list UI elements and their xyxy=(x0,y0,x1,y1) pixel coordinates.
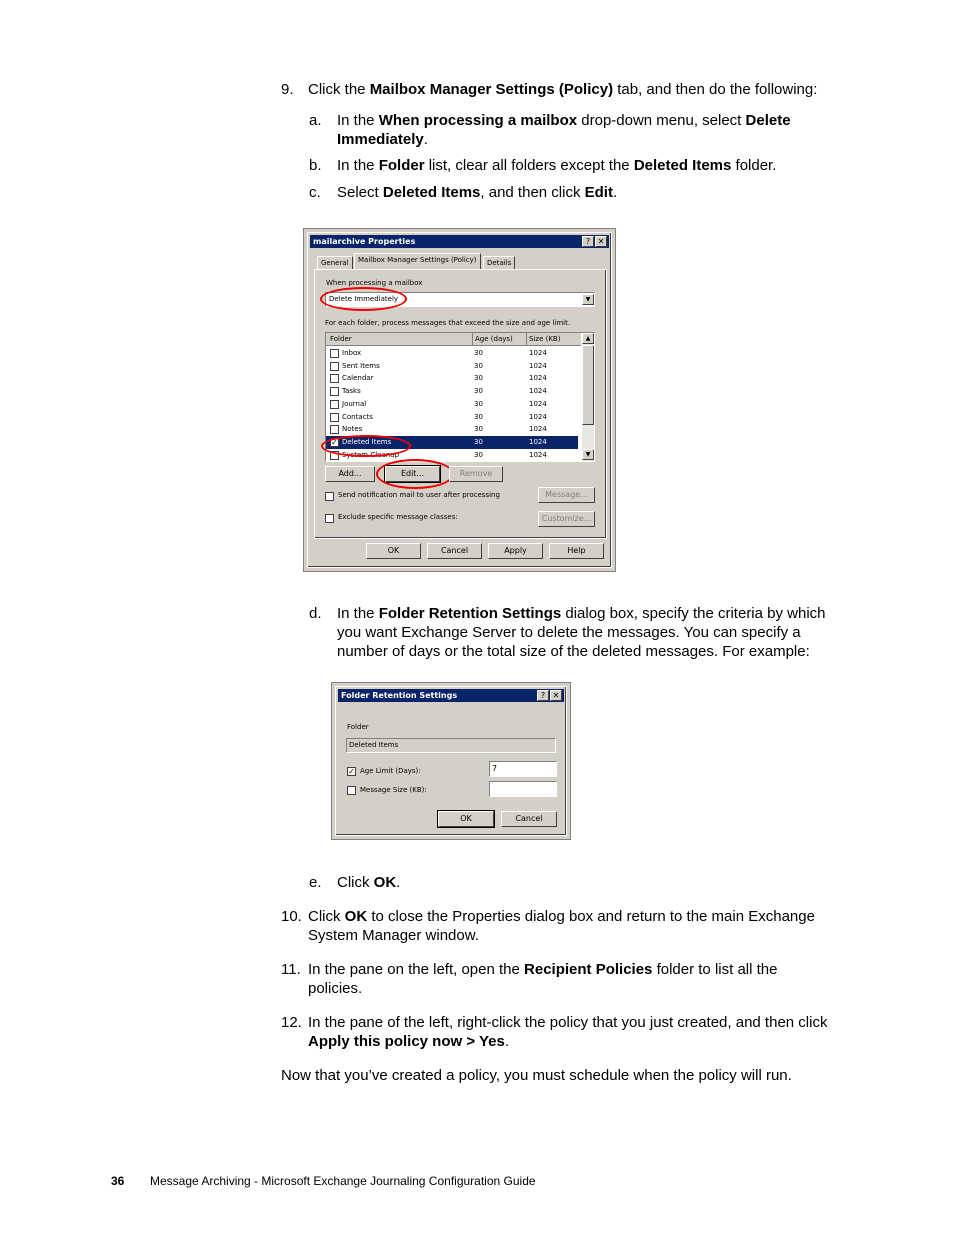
step-number: 11. xyxy=(281,961,301,978)
row-size: 1024 xyxy=(529,450,547,459)
step-text: In the pane of the left, right-click the policy that you just created, and then click Apply this policy now > Yes. xyxy=(308,1014,828,1050)
row-age: 30 xyxy=(474,387,483,396)
folder-value: Deleted Items xyxy=(346,738,556,753)
folder-checkbox[interactable] xyxy=(330,413,339,422)
remove-button[interactable]: Remove xyxy=(449,466,503,482)
substep-letter: a. xyxy=(309,112,322,129)
col-age[interactable]: Age (days) xyxy=(472,333,513,345)
step-number: 10. xyxy=(281,908,302,925)
scroll-down-icon[interactable]: ▼ xyxy=(582,449,594,460)
row-age: 30 xyxy=(474,399,483,408)
age-limit-label: Age Limit (Days): xyxy=(360,767,421,775)
table-row[interactable] xyxy=(326,360,578,373)
page-number: 36 xyxy=(111,1174,125,1188)
table-row[interactable] xyxy=(326,385,578,398)
row-name: Calendar xyxy=(342,374,374,383)
folder-hint: For each folder, process messages that exceed the size and age limit. xyxy=(325,319,571,327)
row-age: 30 xyxy=(474,349,483,357)
row-name: Deleted Items xyxy=(342,437,392,446)
closing-paragraph: Now that you’ve created a policy, you must schedule when the policy will run. xyxy=(281,1067,792,1084)
folder-retention-dialog-screenshot xyxy=(331,682,571,840)
age-limit-checkbox[interactable]: ✓ xyxy=(348,767,355,776)
row-name: Contacts xyxy=(342,412,373,421)
folder-checkbox[interactable] xyxy=(330,387,339,396)
folder-checkbox[interactable] xyxy=(330,374,339,383)
message-size-label: Message Size (KB): xyxy=(360,786,427,794)
help-button[interactable]: Help xyxy=(549,543,604,559)
row-size: 1024 xyxy=(529,399,547,408)
substep-text: In the Folder list, clear all folders except the Deleted Items folder. xyxy=(337,157,777,174)
dialog-title-bar xyxy=(338,689,564,702)
age-limit-input[interactable]: 7 xyxy=(489,761,557,777)
scrollbar[interactable] xyxy=(582,333,594,461)
properties-dialog-screenshot xyxy=(303,228,616,572)
row-name: System Cleanup xyxy=(342,450,400,459)
row-age: 30 xyxy=(474,361,483,370)
highlight-oval xyxy=(376,459,454,489)
apply-button[interactable]: Apply xyxy=(488,543,543,559)
customize-button[interactable]: Customize... xyxy=(538,511,595,527)
step-number: 9. xyxy=(281,81,294,98)
step-text: In the pane on the left, open the Recipient Policies folder to list all the policies. xyxy=(308,961,778,997)
folder-checkbox[interactable] xyxy=(330,425,339,434)
footer-title: Message Archiving - Microsoft Exchange Journaling Configuration Guide xyxy=(150,1174,536,1188)
substep-text: Select Deleted Items, and then click Edit. xyxy=(337,184,618,201)
row-name: Notes xyxy=(342,425,363,434)
exclude-classes-checkbox[interactable] xyxy=(325,514,334,523)
dialog-title: mailarchive Properties xyxy=(313,237,416,246)
row-size: 1024 xyxy=(529,425,547,434)
processing-label: When processing a mailbox xyxy=(326,279,423,287)
highlight-oval xyxy=(320,287,407,311)
close-icon[interactable]: ✕ xyxy=(550,690,562,701)
folder-label: Folder xyxy=(347,723,369,731)
table-row[interactable] xyxy=(326,347,578,360)
message-size-checkbox[interactable] xyxy=(347,786,356,795)
exclude-classes-label: Exclude specific message classes: xyxy=(338,513,458,521)
step-text: Click OK to close the Properties dialog box and return to the main Exchange System Manager window. xyxy=(308,908,815,944)
row-name: Inbox xyxy=(342,349,362,357)
substep-letter: b. xyxy=(309,157,322,174)
cancel-button[interactable]: Cancel xyxy=(427,543,482,559)
help-icon[interactable]: ? xyxy=(537,690,549,701)
row-age: 30 xyxy=(474,437,483,446)
scroll-thumb[interactable] xyxy=(582,345,594,425)
tab-general[interactable]: General xyxy=(317,256,353,270)
ok-button[interactable]: OK xyxy=(438,811,494,827)
col-size[interactable]: Size (KB) xyxy=(526,333,560,345)
processing-value: Delete Immediately xyxy=(329,295,399,303)
add-button[interactable]: Add... xyxy=(325,466,375,482)
row-name: Journal xyxy=(342,399,367,408)
row-size: 1024 xyxy=(529,374,547,383)
row-age: 30 xyxy=(474,412,483,421)
cancel-button[interactable]: Cancel xyxy=(501,811,557,827)
folder-checkbox[interactable] xyxy=(330,400,339,409)
send-notification-checkbox[interactable] xyxy=(325,492,334,501)
message-size-input[interactable] xyxy=(489,781,557,797)
ok-button[interactable]: OK xyxy=(366,543,421,559)
substep-text: In the Folder Retention Settings dialog box, specify the criteria by which you want Exchange Server to delete the messages. You can specify a number of days or the total size of the deleted messages. For example: xyxy=(337,605,826,660)
col-folder[interactable]: Folder xyxy=(330,335,352,343)
row-size: 1024 xyxy=(529,361,547,370)
row-size: 1024 xyxy=(529,437,547,446)
row-age: 30 xyxy=(474,374,483,383)
table-row[interactable] xyxy=(326,372,578,385)
send-notification-label: Send notification mail to user after processing xyxy=(338,491,500,499)
row-size: 1024 xyxy=(529,349,547,357)
step-text: Click the Mailbox Manager Settings (Policy) tab, and then do the following: xyxy=(308,81,818,98)
substep-letter: e. xyxy=(309,874,322,891)
folder-list-header xyxy=(326,333,581,346)
row-age: 30 xyxy=(474,450,483,459)
folder-checkbox[interactable] xyxy=(330,349,339,358)
row-name: Tasks xyxy=(342,387,361,396)
dialog-title-bar xyxy=(310,235,609,248)
substep-text: In the When processing a mailbox drop-down menu, select Delete Immediately. xyxy=(337,112,791,148)
folder-checkbox[interactable]: ✓ xyxy=(331,437,338,447)
step-number: 12. xyxy=(281,1014,302,1031)
substep-letter: c. xyxy=(309,184,321,201)
scroll-up-icon[interactable]: ▲ xyxy=(582,333,594,344)
help-icon[interactable]: ? xyxy=(582,236,594,247)
tab-mailbox-manager-settings[interactable]: Mailbox Manager Settings (Policy) xyxy=(354,253,481,270)
close-icon[interactable]: ✕ xyxy=(595,236,607,247)
message-button[interactable]: Message... xyxy=(538,487,595,503)
tab-details[interactable]: Details xyxy=(483,256,515,270)
folder-checkbox[interactable] xyxy=(330,362,339,371)
highlight-oval xyxy=(321,435,411,457)
row-size: 1024 xyxy=(529,387,547,396)
chevron-down-icon[interactable]: ▼ xyxy=(582,294,594,305)
table-row[interactable] xyxy=(326,398,578,411)
substep-text: Click OK. xyxy=(337,874,401,891)
substep-letter: d. xyxy=(309,605,322,622)
edit-button[interactable]: Edit... xyxy=(385,466,440,482)
table-row[interactable] xyxy=(326,411,578,424)
row-name: Sent Items xyxy=(342,361,380,370)
row-age: 30 xyxy=(474,425,483,434)
dialog-title: Folder Retention Settings xyxy=(341,691,458,700)
row-size: 1024 xyxy=(529,412,547,421)
